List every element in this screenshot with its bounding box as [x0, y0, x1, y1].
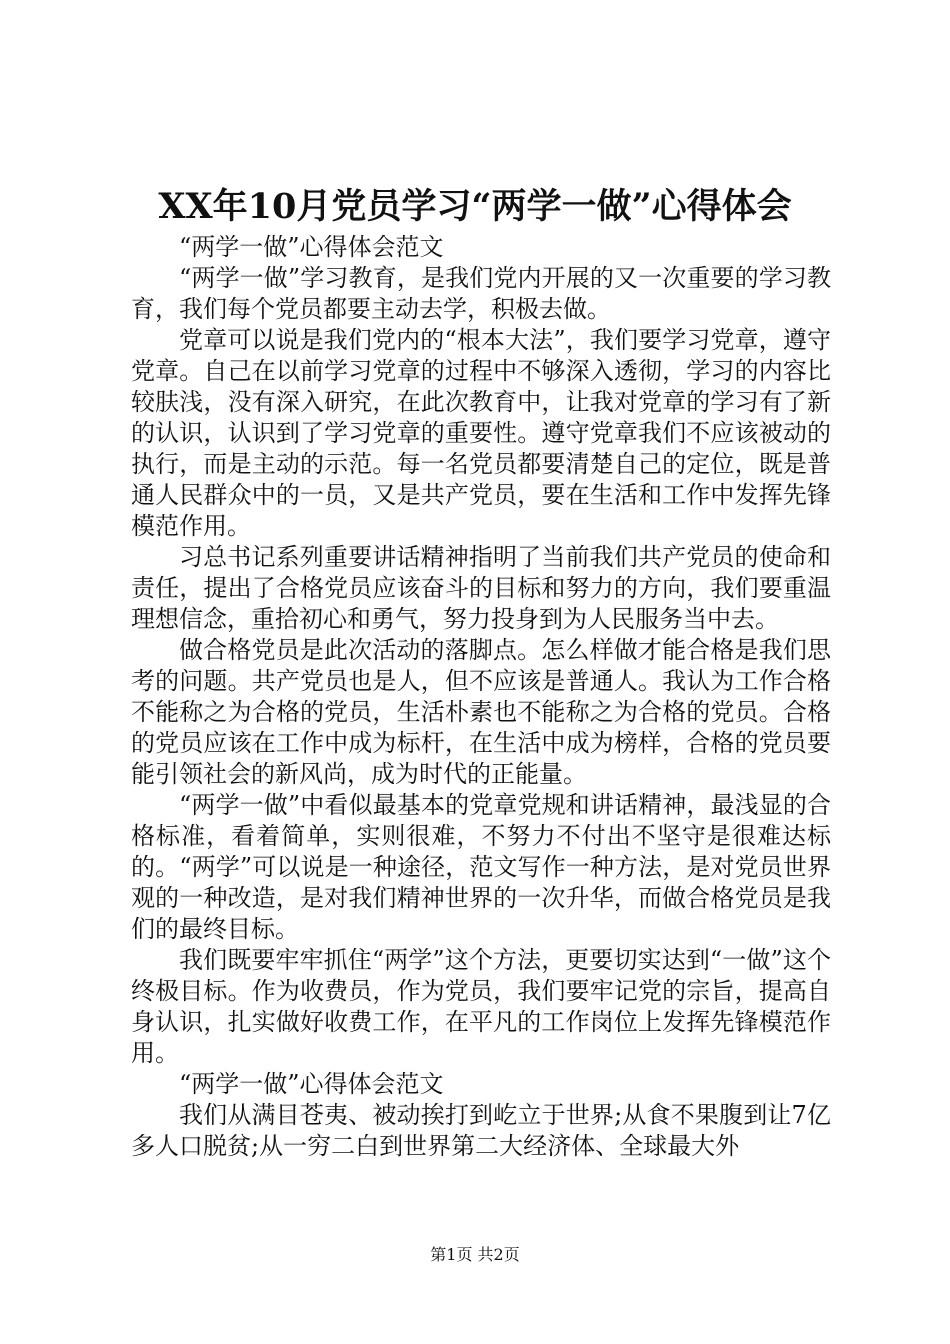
document-body	[131, 232, 831, 1162]
paragraph: 我们从满目苍夷、被动挨打到屹立于世界;从食不果腹到让7亿多人口脱贫;从一穷二白到世界第二大经济体、全球最大外	[131, 1101, 831, 1160]
section-heading: “两学一做”心得体会范文	[179, 1070, 444, 1098]
paragraph: 我们既要牢牢抓住“两学”这个方法，更要切实达到“一做”这个终极目标。作为收费员，作为党员，我们要牢记党的宗旨，提高自身认识，扎实做好收费工作，在平凡的工作岗位上发挥先锋模范作用。	[131, 946, 831, 1067]
paragraph: “两学一做”学习教育，是我们党内开展的又一次重要的学习教育，我们每个党员都要主动去学，积极去做。	[131, 264, 831, 323]
paragraph: “两学一做”中看似最基本的党章党规和讲话精神，最浅显的合格标准，看着简单，实则很难，不努力不付出不坚守是很难达标的。“两学”可以说是一种途径，范文写作一种方法，是对党员世界观的一种改造，是对我们精神世界的一次升华，而做合格党员是我们的最终目标。	[131, 791, 831, 943]
document-title: XX年10月党员学习“两学一做”心得体会	[158, 186, 792, 227]
paragraph: 党章可以说是我们党内的“根本大法”，我们要学习党章，遵守党章。自己在以前学习党章的过程中不够深入透彻，学习的内容比较肤浅，没有深入研究，在此次教育中，让我对党章的学习有了新的认识，认识到了学习党章的重要性。遵守党章我们不应该被动的执行，而是主动的示范。每一名党员都要清楚自己的定位，既是普通人民群众中的一员，又是共产党员，要在生活和工作中发挥先锋模范作用。	[131, 326, 831, 540]
page-footer: 第1页 共2页	[430, 1245, 520, 1264]
section-heading: “两学一做”心得体会范文	[179, 233, 444, 261]
paragraph: 习总书记系列重要讲话精神指明了当前我们共产党员的使命和责任，提出了合格党员应该奋斗的目标和努力的方向，我们要重温理想信念，重拾初心和勇气，努力投身到为人民服务当中去。	[131, 543, 831, 633]
paragraph: 做合格党员是此次活动的落脚点。怎么样做才能合格是我们思考的问题。共产党员也是人，但不应该是普通人。我认为工作合格不能称之为合格的党员，生活朴素也不能称之为合格的党员。合格的党员应该在工作中成为标杆，在生活中成为榜样，合格的党员要能引领社会的新风尚，成为时代的正能量。	[131, 636, 831, 788]
